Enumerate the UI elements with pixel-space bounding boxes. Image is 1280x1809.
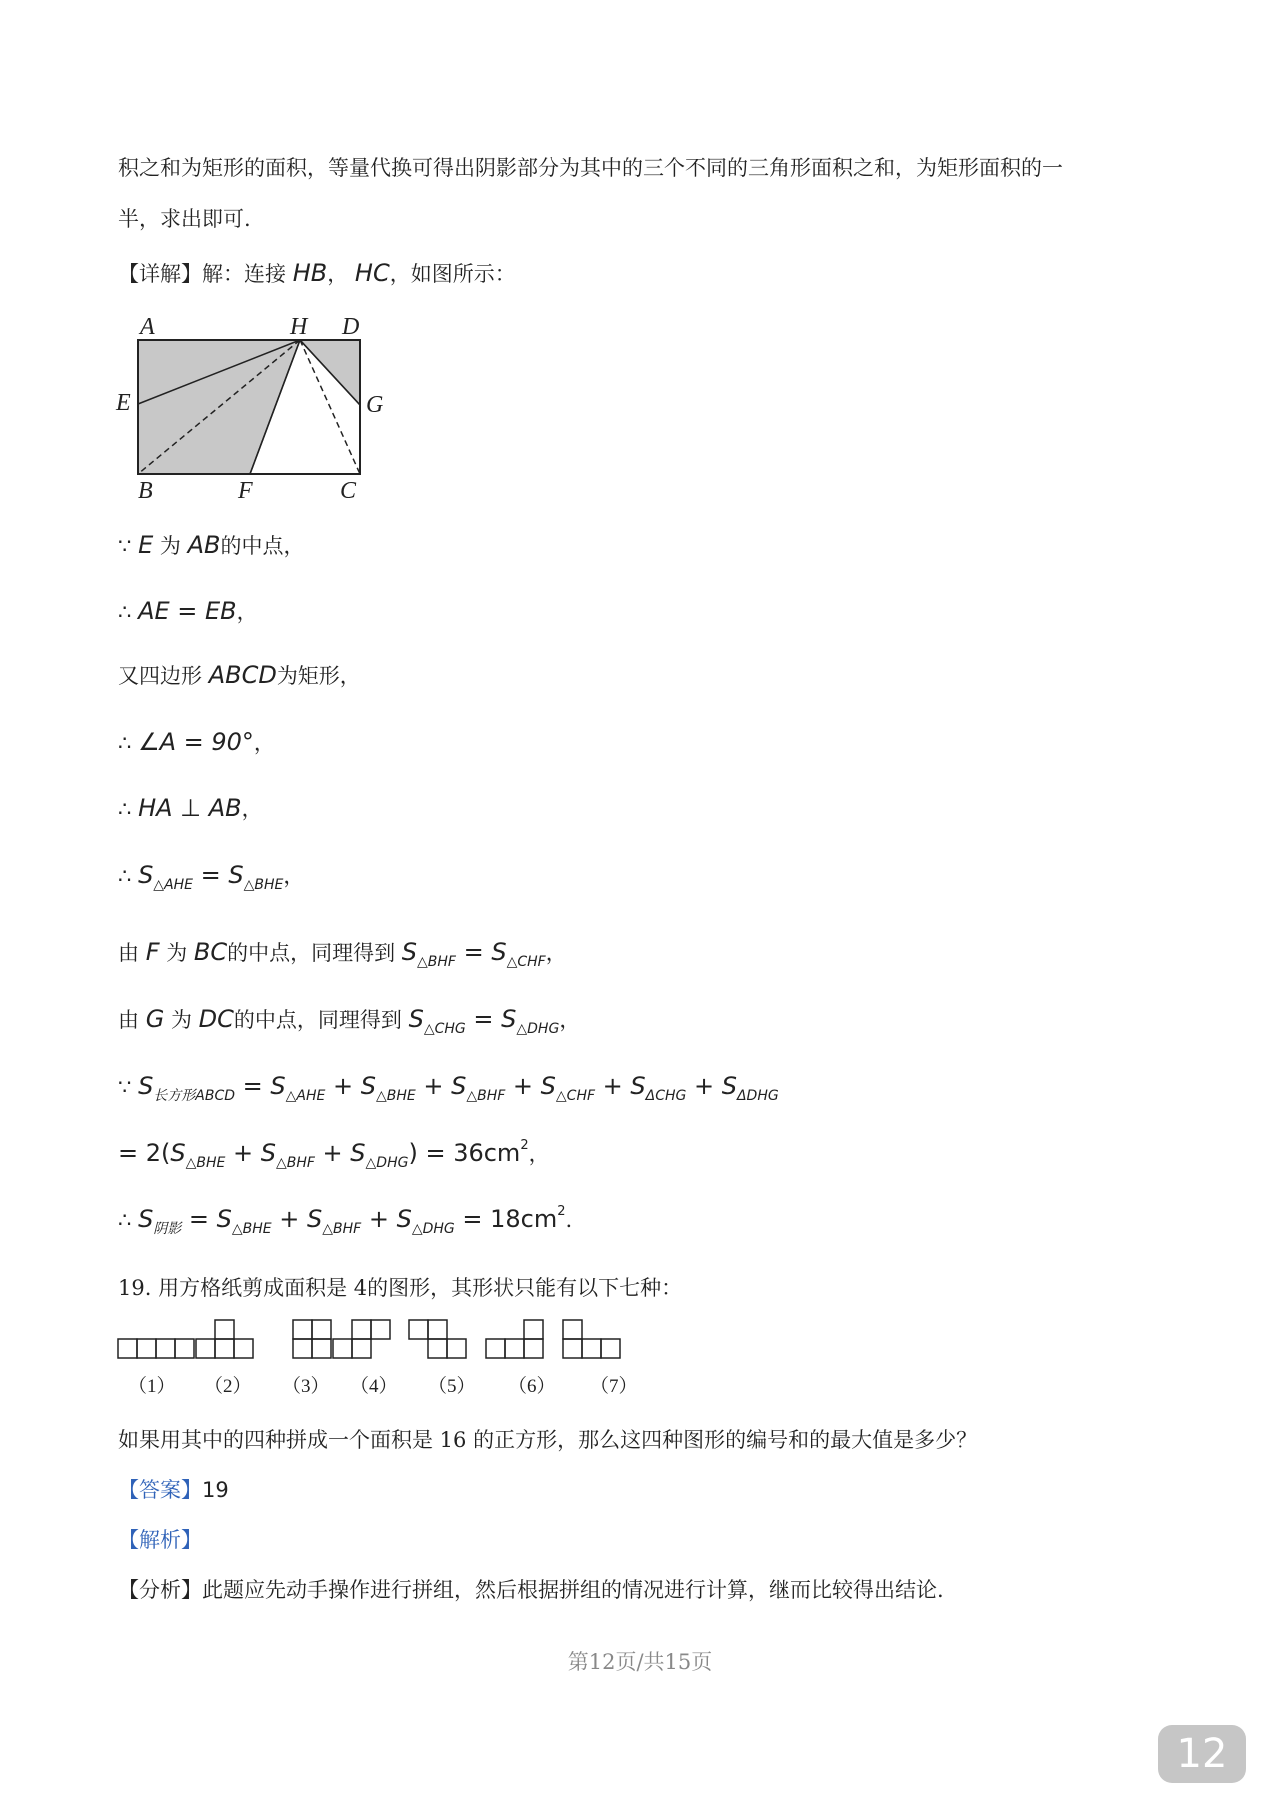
s: S [260,1139,276,1167]
question-19: 19. 用方格纸剪成面积是 4的图形，其形状只能有以下七种： [118,1276,683,1300]
tetromino-shapes [110,1312,670,1412]
sub-bhe: △BHE [375,1088,416,1104]
label-d: D [342,314,360,340]
midpoint2: 的中点，同理得到 [233,1008,402,1032]
eq-ae-eb: AE = EB [138,597,237,625]
shape-label-4: （4） [350,1376,398,1397]
sub-chg: △CHG [423,1021,466,1037]
analyze-tag: 【分析】 [118,1578,202,1602]
s: S [360,1072,376,1100]
plus: + [225,1139,261,1167]
eq: = [193,861,229,889]
also-quad: 又四边形 [118,664,202,688]
plus: + [325,1072,361,1100]
s: S [138,861,154,889]
comma: ， [528,1142,550,1166]
comma: ， [545,941,567,965]
sub-ahe: △AHE [285,1088,326,1104]
shape-label-3: （3） [282,1376,330,1397]
question-19-prompt: 如果用其中的四种拼成一个面积是 16 的正方形，那么这四种图形的编号和的最大值是多少？ [118,1428,978,1452]
label-b: B [138,478,153,504]
quad-abcd: ABCD [208,661,277,689]
page-badge[interactable]: 12 [1158,1725,1246,1783]
point-e: E [138,531,154,559]
plus: + [271,1205,308,1233]
shape-label-6: （6） [508,1376,556,1397]
step-angle [118,727,275,757]
shape-label-1: （1） [128,1376,176,1397]
sub-shadow: 阴影 [153,1221,182,1237]
shape-2 [196,1320,253,1358]
plus: + [415,1072,452,1100]
step-g-midpoint [118,1004,580,1037]
rectangle-figure [110,306,400,506]
step-shadow-area [118,1204,572,1238]
comma: ， [253,731,275,755]
s: S [401,938,418,966]
therefore-sign: ∴ [118,600,132,624]
plus: + [361,1205,397,1233]
intro-line-2: 半，求出即可. [118,207,251,231]
you: 由 [118,941,139,965]
ha-perp-ab: HA ⊥ AB [138,794,242,822]
comma: ， [236,600,258,624]
because-sign: ∵ [118,534,132,558]
s: S [350,1139,366,1167]
analyze-text: 此题应先动手操作进行拼组，然后根据拼组的情况进行计算，继而比较得出结论. [202,1578,944,1602]
angle-a: ∠A = 90° [138,728,254,756]
therefore-sign: ∴ [118,731,132,755]
detail-tag: 【详解】 [118,262,202,286]
shape-label-7: （7） [590,1376,638,1397]
midpoint2: 的中点，同理得到 [227,941,396,965]
sub-dhg: △DHG [411,1221,455,1237]
s: S [396,1205,412,1233]
wei: 为 [170,1008,192,1032]
step-e-midpoint [118,530,305,560]
comma: ， [559,1008,581,1032]
squared: 2 [557,1204,566,1219]
eq2-open: = 2( [118,1139,171,1167]
shape-4 [333,1320,390,1358]
label-g: G [366,392,384,418]
s: S [501,1005,517,1033]
plus: + [314,1139,351,1167]
s: S [491,938,507,966]
seg-hb: HB [292,259,328,287]
step-rect-sum [118,1072,779,1105]
seg-ab: AB [187,531,221,559]
label-e: E [116,390,131,416]
sub-chf: △CHF [555,1088,596,1104]
squared: 2 [520,1138,529,1153]
shape-7 [563,1320,620,1358]
detail-line [118,258,516,288]
step-s-ahe-bhe [118,860,304,893]
plus: + [595,1072,631,1100]
therefore-sign: ∴ [118,864,132,888]
sub-dhg2: ΔDHG [736,1088,779,1104]
midpoint: 的中点， [220,534,305,558]
page-number-footer: 第12页/共15页 [567,1650,713,1674]
s: S [216,1205,232,1233]
wei: 为 [159,534,181,558]
sub-bhe: △BHE [185,1155,226,1171]
label-a: A [140,314,155,340]
period: . [565,1208,573,1232]
sub-dhg: △DHG [516,1021,560,1037]
s: S [451,1072,467,1100]
step-rect [118,660,361,690]
comma: ， [241,797,263,821]
step-perp [118,793,263,823]
seg-dc: DC [198,1005,234,1033]
analysis-tag: 【解析】 [118,1528,202,1552]
eq: = [235,1072,271,1100]
eq: = [465,1005,502,1033]
eq2-close: ) = 36cm [408,1139,521,1167]
shape-1 [118,1339,194,1358]
sub-bhf: △BHF [417,954,456,970]
s: S [307,1205,323,1233]
sub-bhe: △BHE [243,877,284,893]
sub-bhf: △BHF [322,1221,362,1237]
therefore-sign: ∴ [118,1208,132,1232]
s: S [630,1072,646,1100]
sub-bhf: △BHF [275,1155,315,1171]
label-c: C [340,478,357,504]
answer-value: 19 [202,1478,229,1502]
shape-3 [293,1320,331,1358]
label-f: F [238,478,253,504]
sub-rect: 长方形ABCD [153,1088,236,1104]
therefore-sign: ∴ [118,797,132,821]
eq: = [181,1205,217,1233]
sub-bhf: △BHF [466,1088,506,1104]
point-g: G [145,1005,165,1033]
s: S [138,1205,154,1233]
you: 由 [118,1008,139,1032]
step-ae-eb [118,596,258,626]
s: S [540,1072,556,1100]
sub-chf: △CHF [506,954,546,970]
answer-tag: 【答案】 [118,1478,202,1502]
comma: ， [327,262,349,286]
seg-bc: BC [193,938,228,966]
s: S [270,1072,286,1100]
label-h: H [290,314,308,340]
s: S [138,1072,154,1100]
is-rect: 为矩形， [276,664,361,688]
eq3-tail: = 18cm [454,1205,558,1233]
detail-text: 解：连接 [202,262,286,286]
step-double-sum [118,1138,550,1171]
shape-5 [409,1320,466,1358]
answer-line [118,1474,229,1504]
wei: 为 [166,941,188,965]
s: S [170,1139,186,1167]
s: S [228,861,244,889]
because-sign: ∵ [118,1075,132,1099]
as-shown: ，如图所示： [389,262,516,286]
s: S [721,1072,737,1100]
shape-label-5: （5） [428,1376,476,1397]
seg-hc: HC [354,259,390,287]
point-f: F [145,938,160,966]
sub-dhg: △DHG [365,1155,409,1171]
step-f-midpoint [118,937,567,970]
shape-label-2: （2） [204,1376,252,1397]
sub-ahe: △AHE [153,877,194,893]
comma: ， [283,864,305,888]
eq: = [455,938,492,966]
sub-chg2: ΔCHG [645,1088,687,1104]
shape-6 [486,1320,543,1358]
intro-line-1: 积之和为矩形的面积，等量代换可得出阴影部分为其中的三个不同的三角形面积之和，为矩形面积的一 [118,156,1063,180]
plus: + [686,1072,722,1100]
plus: + [505,1072,541,1100]
sub-bhe: △BHE [231,1221,272,1237]
s: S [408,1005,424,1033]
analyze-line [118,1574,944,1604]
